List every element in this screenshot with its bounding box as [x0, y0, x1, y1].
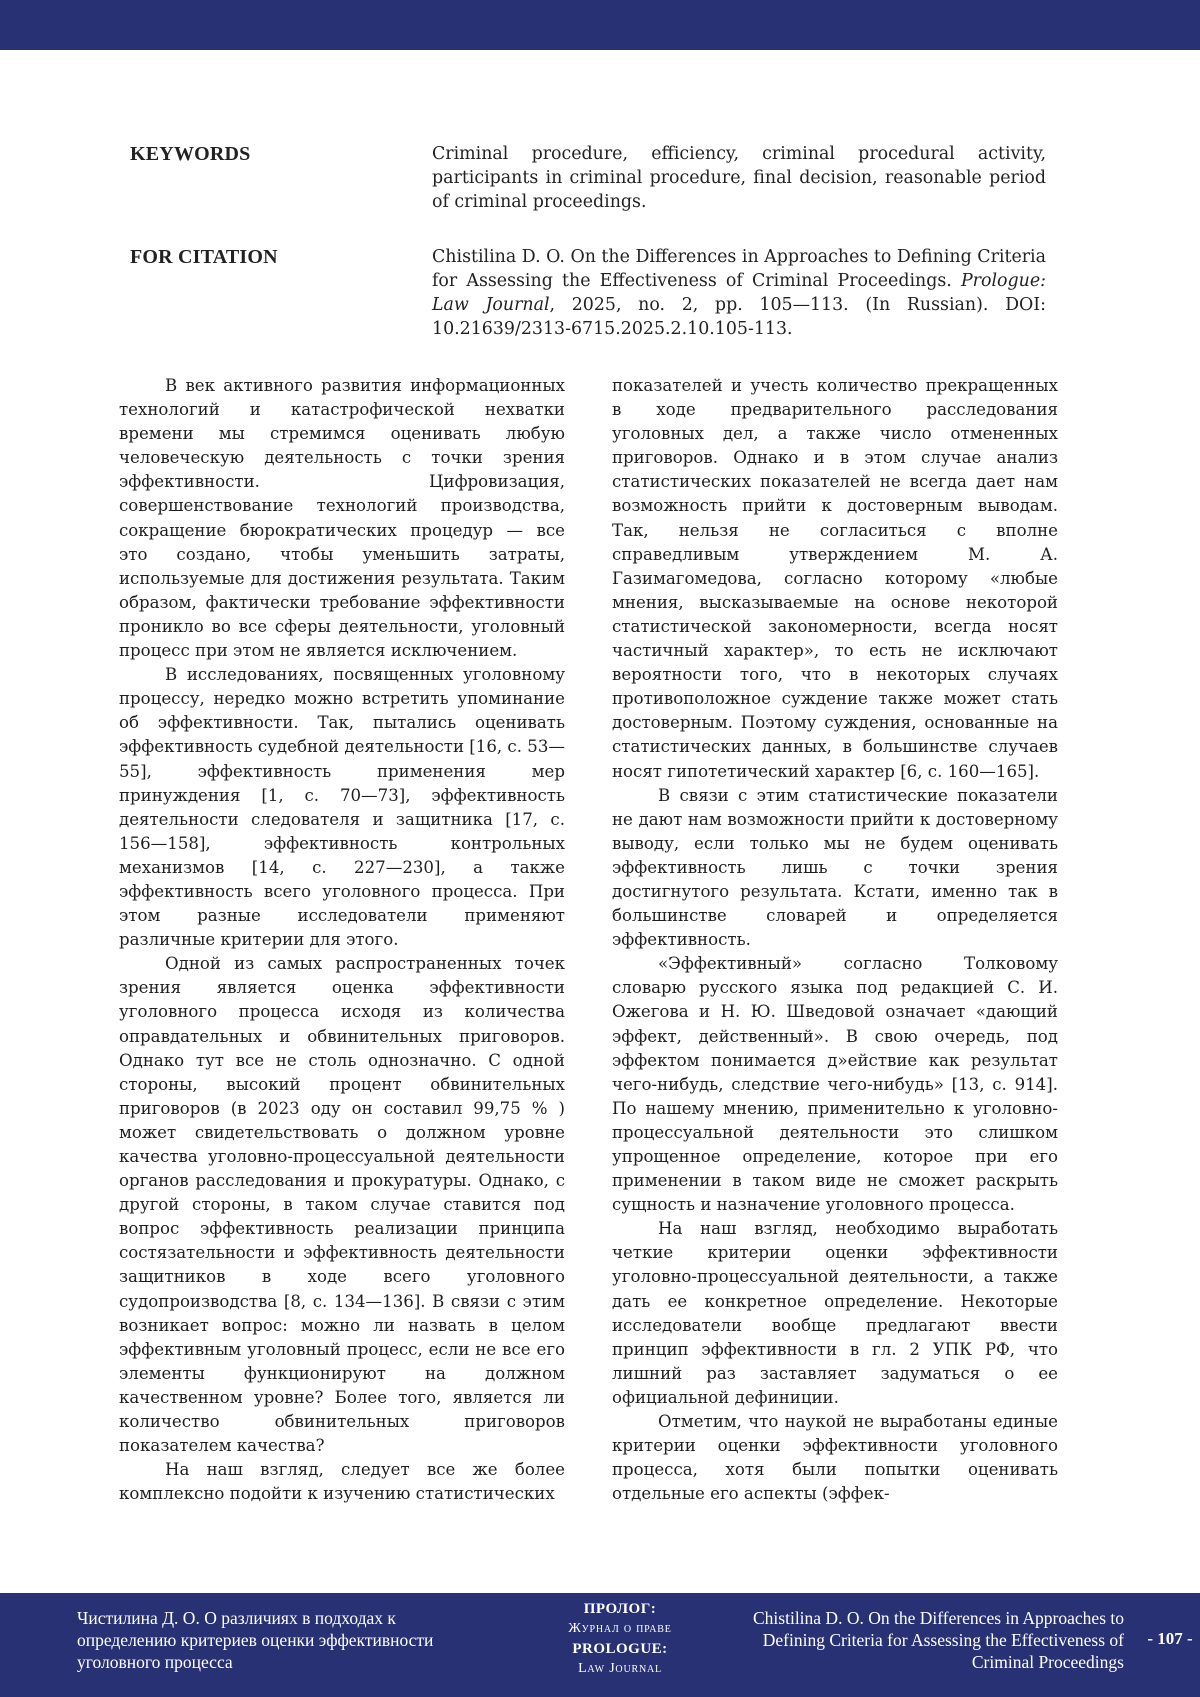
paragraph: Отметим, что наукой не выработаны единые критерии оценки эффективности уголовного процесса, хотя были попытки оценивать отдельные его аспекты (эффек-	[612, 1412, 1058, 1504]
citation-part2: , 2025, no. 2, pp. 105—113. (In Russian). DOI: 10.21639/2313-6715.2025.2.10.105-113.	[432, 295, 1046, 339]
journal-en-title: PROLOGUE:	[572, 1641, 668, 1657]
journal-ru-title: ПРОЛОГ:	[583, 1601, 657, 1617]
page-number: - 107 -	[1147, 1629, 1193, 1648]
citation-label: FOR CITATION	[130, 246, 278, 268]
paragraph: На наш взгляд, необходимо выработать четкие критерии оценки эффективности уголовно-процессуальной деятельности, а также дать ее конкретное определение. Некоторые исследователи вообще предлагают ввести принцип эффективности в гл. 2 УПК РФ, что лишний раз заставляет задуматься о ее официальной дефиниции.	[612, 1219, 1058, 1407]
paragraph: В век активного развития информационных технологий и катастрофической нехватки времени мы стремимся оценивать любую человеческую деятельность с точки зрения эффективности. Цифровизация, совершенствование технологий производства, сокращение бюрократических процедур — все это создано, чтобы уменьшить затраты, используемые для достижения результата. Таким образом, фактически требование эффективности проникло во все сферы деятельности, уголовный процесс при этом не является исключением.	[119, 376, 565, 661]
keywords-text: Criminal procedure, efficiency, criminal procedural activity, participants in criminal procedure, final decision, reasonable period of criminal proceedings.	[432, 144, 1046, 212]
footer-article-title-en: Chistilina D. O. On the Differences in Approaches to Defining Criteria for Assessing the Effectiveness of Criminal Proceedings	[753, 1608, 1124, 1672]
citation-journal: Prologue: Law Journal	[432, 271, 1046, 315]
paragraph: Одной из самых распространенных точек зрения является оценка эффективности уголовного процесса исходя из количества оправдательных и обвинительных приговоров. Однако тут все не столь однозначно. С одной стороны, высокий процент обвинительных приговоров (в 2023 оду он составил 99,75 % ) может свидетельствовать о должном уровне качества уголовно-процессуальной деятельности органов расследования и прокуратуры. Однако, с другой стороны, в таком случае ставится под вопрос эффективность реализации принципа состязательности и эффективность деятельности защитников в ходе всего уголовного судопроизводства [8, с. 134—136]. В связи с этим возникает вопрос: можно ли назвать в целом эффективным уголовный процесс, если не все его элементы функционируют на должном качественном уровне? Более того, является ли количество обвинительных приговоров показателем качества?	[119, 954, 565, 1456]
right-column	[612, 374, 1058, 1506]
paragraph: В исследованиях, посвященных уголовному процессу, нередко можно встретить упоминание об эффективности. Так, пытались оценивать эффективность судебной деятельности [16, с. 53—55], эффективность применения мер принуждения [1, с. 70—73], эффективность деятельности следователя и защитника [17, с. 156—158], эффективность контрольных механизмов [14, с. 227—230], а также эффективность всего уголовного процесса. При этом разные исследователи применяют различные критерии для этого.	[119, 665, 565, 950]
journal-en-subtitle: Law Journal	[578, 1661, 662, 1676]
keywords-label: KEYWORDS	[130, 143, 251, 165]
paragraph: «Эффективный» согласно Толковому словарю русского языка под редакцией С. И. Ожегова и Н. Ю. Шведовой означает «дающий эффект, действенный». В свою очередь, под эффектом понимается д»ействие как результат чего-нибудь, следствие чего-нибудь» [13, с. 914]. По нашему мнению, применительно к уголовно-процессуальной деятельности это слишком упрощенное определение, которое при его применении в таком виде не сможет раскрыть сущность и назначение уголовного процесса.	[612, 954, 1058, 1215]
paragraph: На наш взгляд, следует все же более комплексно подойти к изучению статистических	[119, 1460, 565, 1504]
paragraph: В связи с этим статистические показатели не дают нам возможности прийти к достоверному выводу, если только мы не будем оценивать эффективность лишь с точки зрения достигнутого результата. Кстати, именно так в большинстве словарей и определяется эффективность.	[612, 785, 1058, 950]
footer-article-title-ru: Чистилина Д. О. О различиях в подходах к определению критериев оценки эффективности уголовного процесса	[77, 1608, 434, 1672]
citation-text	[432, 245, 1046, 341]
footer-bar	[0, 1593, 1200, 1697]
paragraph-continued: показателей и учесть количество прекращенных в ходе предварительного расследования уголовных дел, а также число отмененных приговоров. Однако и в этом случае анализ статистических показателей не всегда дает нам возможность прийти к достоверным выводам. Так, нельзя не согласиться с вполне справедливым утверждением М. А. Газимагомедова, согласно которому «любые мнения, высказываемые на основе некоторой статистической закономерности, всегда носят частичный характер», то есть не исключают вероятности того, что в некоторых случаях противоположное суждение также может стать достоверным. Поэтому суждения, основанные на статистических данных, в большинстве случаев носят гипотетический характер [6, с. 160—165].	[612, 376, 1058, 781]
journal-ru-subtitle: Журнал о праве	[568, 1621, 672, 1636]
left-column	[119, 374, 565, 1506]
header-bar	[0, 0, 1200, 50]
citation-part1: Chistilina D. O. On the Differences in Approaches to Defining Criteria for Assessing the Effectiveness of Criminal Proceedings.	[432, 247, 1046, 291]
